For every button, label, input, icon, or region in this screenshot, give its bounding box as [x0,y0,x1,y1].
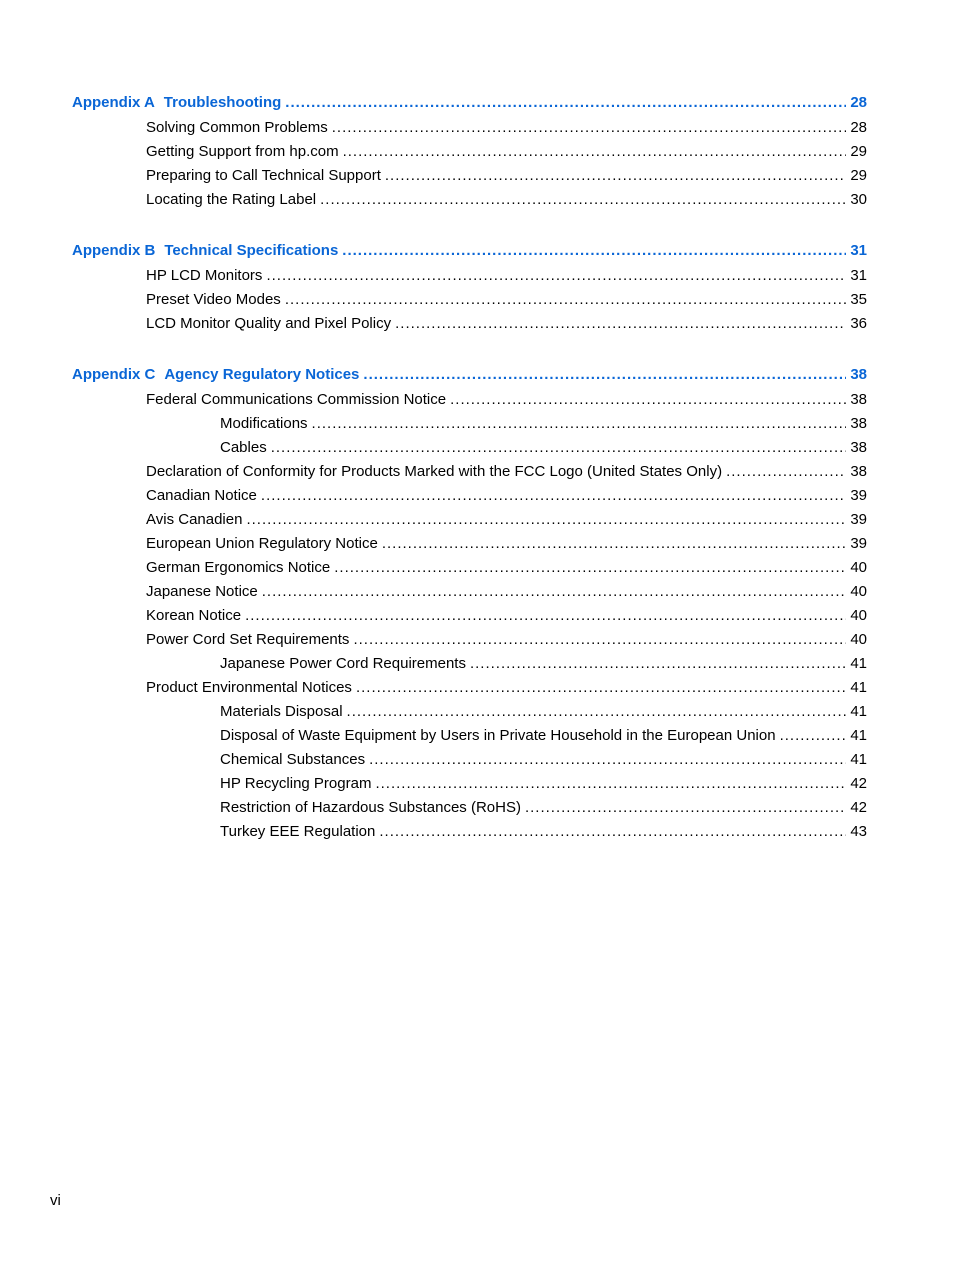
dot-leader [245,607,846,624]
toc-entry-title: Japanese Power Cord Requirements [220,655,466,672]
toc-entry-link[interactable] [72,823,867,847]
toc-page-number: 41 [850,655,867,672]
toc-entry-title: Preset Video Modes [146,291,281,308]
toc-entry-link[interactable] [72,703,867,727]
toc-entry-title: Product Environmental Notices [146,679,352,696]
dot-leader [312,415,847,432]
toc-entry-title: Preparing to Call Technical Support [146,167,381,184]
toc-section [72,242,867,339]
toc-entry-title: Solving Common Problems [146,119,328,136]
toc-entry-link[interactable] [72,487,867,511]
toc-page-number: 29 [850,167,867,184]
toc-heading-link[interactable] [72,366,867,391]
toc-entry-title: Federal Communications Commission Notice [146,391,447,408]
dot-leader [369,751,846,768]
toc-page-number: 40 [850,607,867,624]
toc-page-number: 28 [850,94,867,111]
toc-page-number: 38 [850,366,867,383]
dot-leader [262,583,847,600]
toc-page-number: 43 [850,823,867,840]
toc-entry-link[interactable] [72,799,867,823]
toc-page-number: 39 [850,487,867,504]
toc-page-number: 41 [850,751,867,768]
dot-leader [375,775,846,792]
toc-page-number: 41 [850,703,867,720]
toc-entry-link[interactable] [72,119,867,143]
page-number: vi [50,1192,61,1209]
toc-entry-link[interactable] [72,167,867,191]
toc-entry-link[interactable] [72,655,867,679]
toc-page-number: 38 [850,463,867,480]
toc-page-number: 31 [850,267,867,284]
toc-heading-title [72,366,359,383]
dot-leader [470,655,846,672]
toc-entry-title: Locating the Rating Label [146,191,317,208]
toc-page-number: 38 [850,391,867,408]
toc-entry-link[interactable] [72,191,867,215]
toc-heading-title [72,94,281,111]
dot-leader [343,143,847,160]
toc-section [72,366,867,847]
toc-page-number: 40 [850,583,867,600]
toc-entry-link[interactable] [72,391,867,415]
toc-entry-link[interactable] [72,727,867,751]
toc-entry-title: Modifications [220,415,308,432]
toc-entry-link[interactable] [72,291,867,315]
dot-leader [261,487,846,504]
dot-leader [347,703,847,720]
toc-heading-title [72,242,338,259]
toc-heading-text: Agency Regulatory Notices [164,366,360,383]
toc-entry-title: HP LCD Monitors [146,267,263,284]
dot-leader [385,167,846,184]
toc-page-number: 40 [850,631,867,648]
toc-page-number: 35 [850,291,867,308]
dot-leader [332,119,847,136]
toc-page-number: 30 [850,191,867,208]
dot-leader [356,679,846,696]
dot-leader [246,511,846,528]
toc-entry-title: HP Recycling Program [220,775,372,792]
toc-entry-title: European Union Regulatory Notice [146,535,378,552]
dot-leader [271,439,847,456]
toc-page-number: 29 [850,143,867,160]
toc-entry-title: Disposal of Waste Equipment by Users in Private Household in the European Union [220,727,776,744]
toc-page-number: 42 [850,775,867,792]
dot-leader [334,559,846,576]
toc-heading-text: Troubleshooting [163,94,282,111]
toc-page-number: 42 [850,799,867,816]
toc-entry-title: Restriction of Hazardous Substances (RoHS) [220,799,521,816]
toc-entry-title: Cables [220,439,267,456]
dot-leader [525,799,846,816]
toc-entry-title: LCD Monitor Quality and Pixel Policy [146,315,392,332]
toc-page-number: 41 [850,679,867,696]
toc-page-number: 36 [850,315,867,332]
toc-heading-prefix: Appendix B [72,242,156,259]
toc-section [72,94,867,215]
toc-entry-title: Power Cord Set Requirements [146,631,350,648]
toc-entry-link[interactable] [72,583,867,607]
toc-entry-link[interactable] [72,463,867,487]
toc-entry-link[interactable] [72,511,867,535]
table-of-contents [72,94,867,874]
toc-entry-title: Turkey EEE Regulation [220,823,376,840]
toc-entry-link[interactable] [72,315,867,339]
toc-entry-title: Avis Canadien [146,511,243,528]
dot-leader [382,535,847,552]
toc-entry-title: Getting Support from hp.com [146,143,339,160]
dot-leader [285,94,846,111]
toc-page-number: 31 [850,242,867,259]
toc-heading-prefix: Appendix A [72,94,155,111]
toc-page-number: 28 [850,119,867,136]
toc-entry-title: Canadian Notice [146,487,257,504]
toc-page-number: 40 [850,559,867,576]
dot-leader [395,315,846,332]
toc-entry-link[interactable] [72,559,867,583]
toc-page-number: 38 [850,415,867,432]
toc-entry-link[interactable] [72,679,867,703]
toc-entry-link[interactable] [72,775,867,799]
toc-entry-title: Materials Disposal [220,703,343,720]
dot-leader [285,291,847,308]
dot-leader [363,366,846,383]
dot-leader [342,242,846,259]
dot-leader [780,727,847,744]
toc-entry-link[interactable] [72,439,867,463]
toc-heading-prefix: Appendix C [72,366,156,383]
dot-leader [320,191,846,208]
toc-entry-title: Japanese Notice [146,583,258,600]
toc-entry-link[interactable] [72,415,867,439]
toc-entry-title: Declaration of Conformity for Products Marked with the FCC Logo (United States Only) [146,463,723,480]
toc-entry-link[interactable] [72,631,867,655]
toc-page-number: 39 [850,535,867,552]
toc-page-number: 39 [850,511,867,528]
toc-entry-title: Chemical Substances [220,751,366,768]
toc-page-number: 41 [850,727,867,744]
toc-entry-link[interactable] [72,143,867,167]
dot-leader [353,631,846,648]
toc-page-number: 38 [850,439,867,456]
toc-entry-title: Korean Notice [146,607,242,624]
dot-leader [450,391,846,408]
toc-entry-link[interactable] [72,607,867,631]
toc-entry-link[interactable] [72,535,867,559]
toc-entry-link[interactable] [72,751,867,775]
dot-leader [266,267,846,284]
toc-entry-link[interactable] [72,267,867,291]
dot-leader [379,823,846,840]
toc-entry-title: German Ergonomics Notice [146,559,331,576]
toc-heading-link[interactable] [72,242,867,267]
toc-heading-link[interactable] [72,94,867,119]
dot-leader [726,463,846,480]
toc-heading-text: Technical Specifications [164,242,339,259]
